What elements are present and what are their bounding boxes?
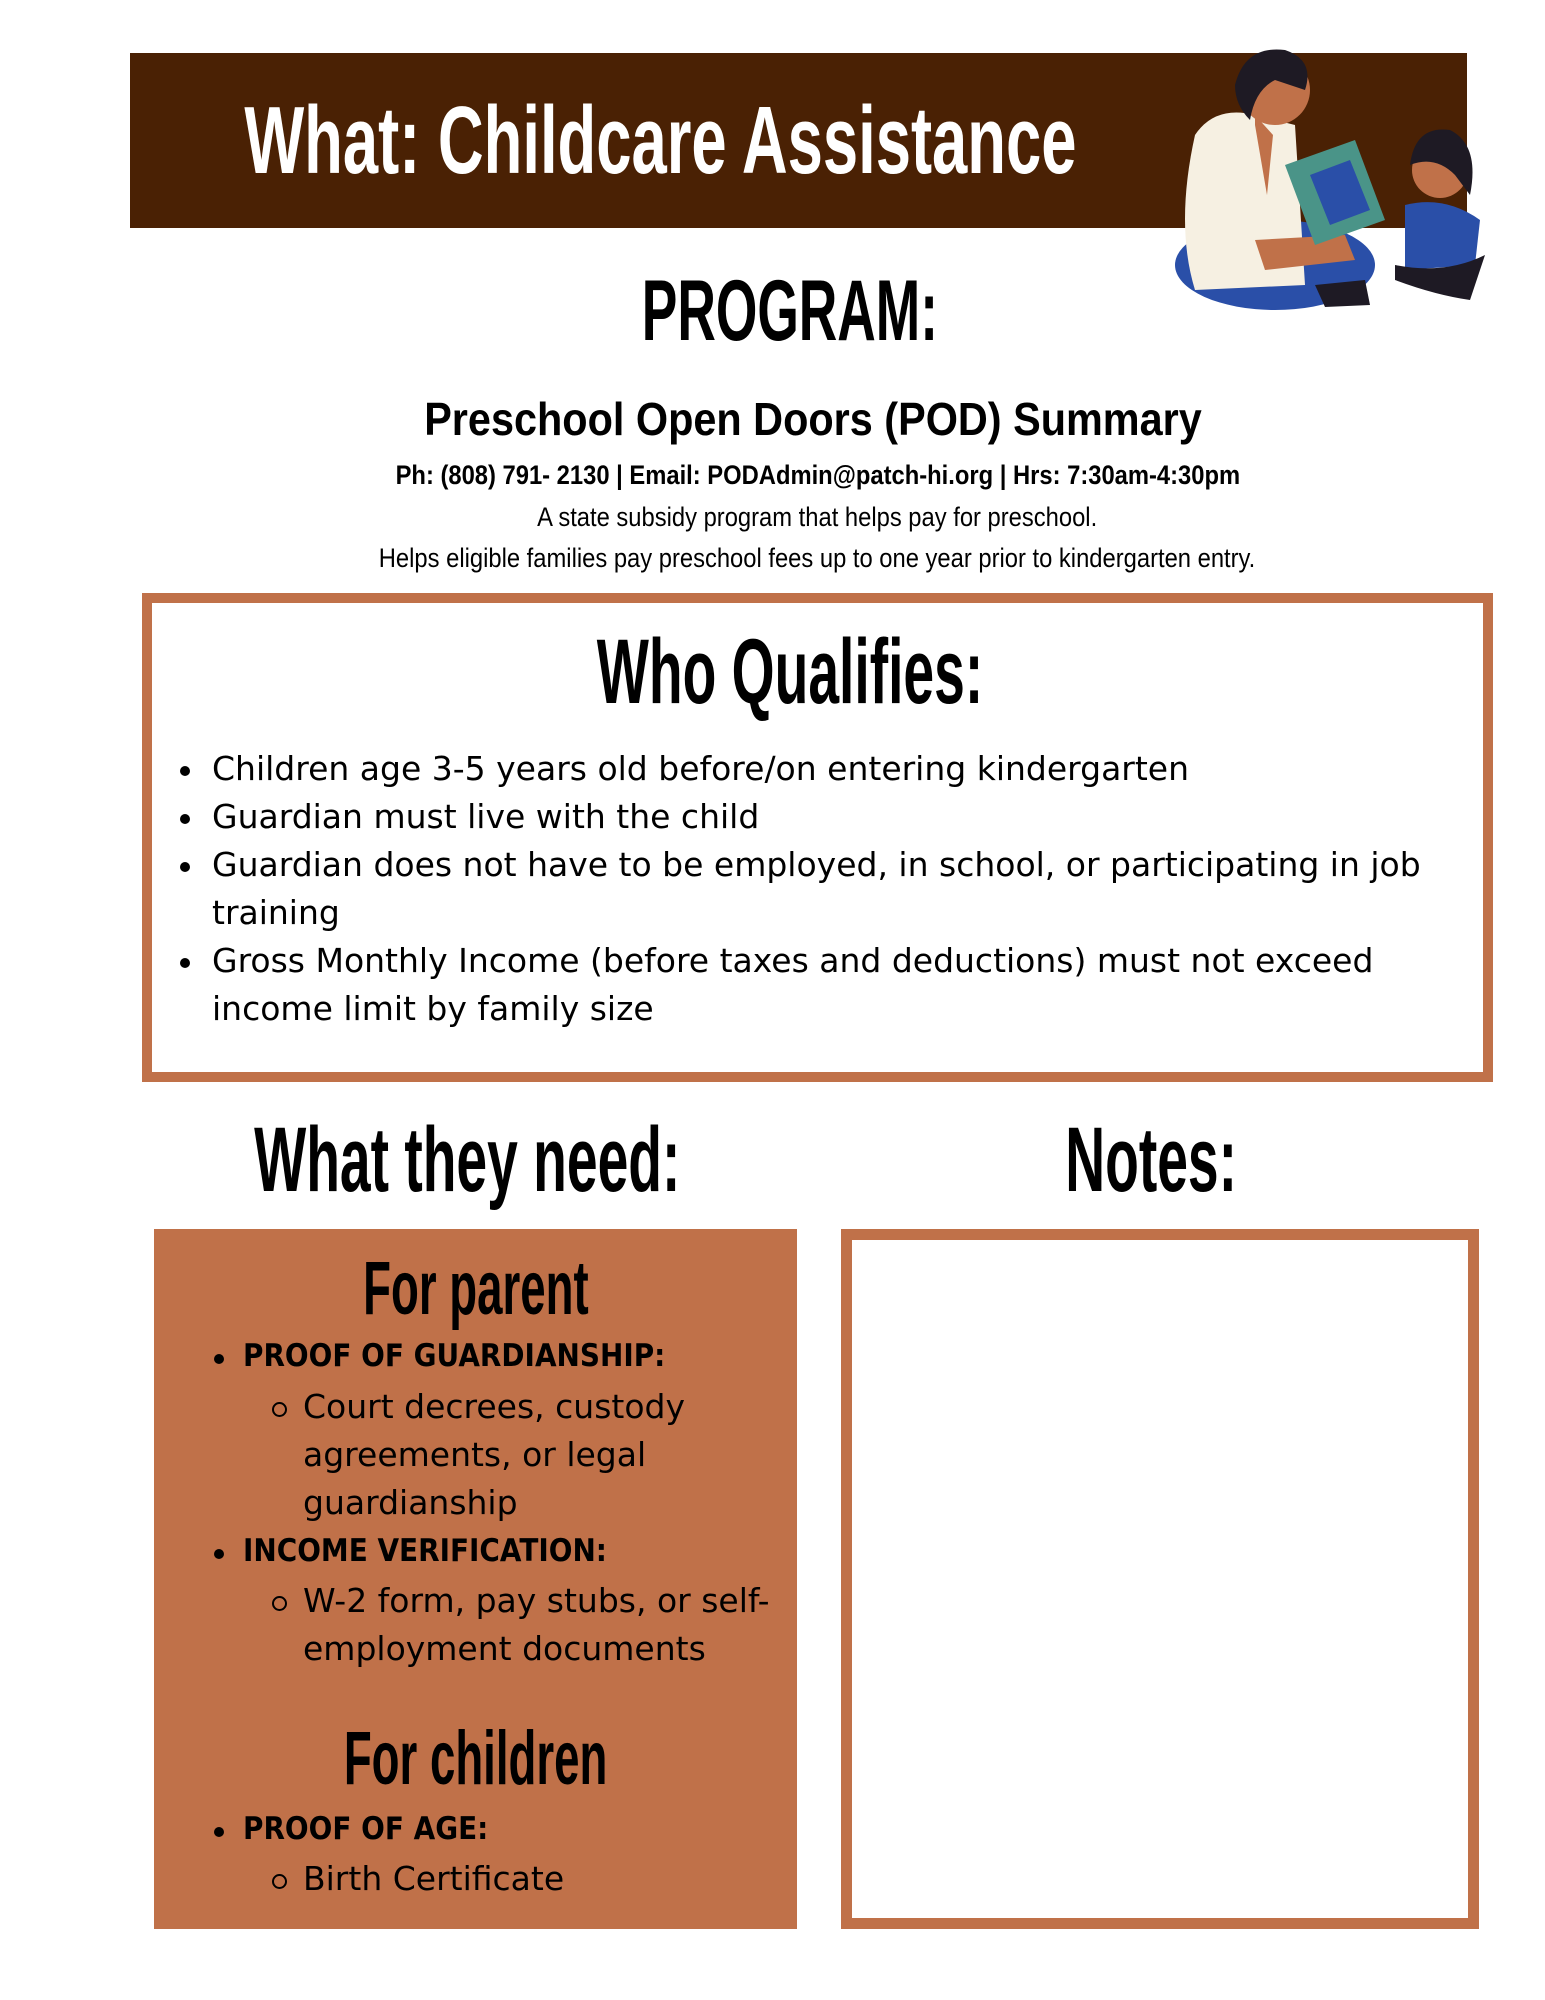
sub-list-item: Court decrees, custody agreements, or legal guardianship — [303, 1383, 773, 1527]
item-label: PROOF OF GUARDIANSHIP: — [243, 1338, 666, 1374]
description-text: Helps eligible families pay preschool fees up to one year prior to kindergarten entry. — [379, 543, 1256, 573]
list-item: Guardian must live with the child — [180, 793, 1470, 841]
description-line — [0, 502, 1545, 533]
list-item: Gross Monthly Income (before taxes and deductions) must not exceed income limit by family size — [180, 937, 1470, 1033]
list-item — [243, 1338, 712, 1374]
program-name-text: Preschool Open Doors (POD) Summary — [423, 393, 1202, 445]
notes-heading — [841, 1108, 1461, 1213]
what-they-need-heading — [150, 1108, 785, 1213]
program-label — [0, 262, 1545, 361]
for-parent-heading — [154, 1245, 797, 1332]
notes-heading-text: Notes: — [1065, 1109, 1237, 1211]
item-label: INCOME VERIFICATION: — [243, 1533, 607, 1569]
page-title — [130, 53, 1190, 228]
page-title-text: What: Childcare Assistance — [243, 86, 1077, 194]
for-parent-text: For parent — [362, 1246, 589, 1331]
description-line — [0, 543, 1545, 574]
who-qualifies-heading — [0, 620, 1545, 725]
list-item: Children age 3-5 years old before/on entering kindergarten — [180, 745, 1470, 793]
who-qualifies-heading-text: Who Qualifies: — [596, 621, 984, 723]
description-text: A state subsidy program that helps pay for preschool. — [537, 502, 1098, 532]
contact-text: Ph: (808) 791- 2130 | Email: PODAdmin@patch-hi.org | Hrs: 7:30am-4:30pm — [395, 460, 1240, 490]
item-label: PROOF OF AGE: — [243, 1811, 489, 1847]
program-label-text: PROGRAM: — [641, 263, 939, 359]
program-name — [0, 392, 1545, 446]
what-they-need-text: What they need: — [254, 1109, 681, 1211]
notes-box[interactable] — [841, 1229, 1479, 1929]
for-children-text: For children — [343, 1716, 608, 1801]
qualification-list — [180, 745, 1470, 1033]
sub-list-item: W-2 form, pay stubs, or self-employment documents — [303, 1577, 773, 1673]
list-item — [243, 1533, 647, 1569]
for-children-heading — [154, 1715, 797, 1802]
sub-list-item: Birth Certificate — [303, 1855, 773, 1903]
list-item — [243, 1811, 516, 1847]
contact-info — [0, 460, 1545, 491]
list-item: Guardian does not have to be employed, in school, or participating in job training — [180, 841, 1470, 937]
